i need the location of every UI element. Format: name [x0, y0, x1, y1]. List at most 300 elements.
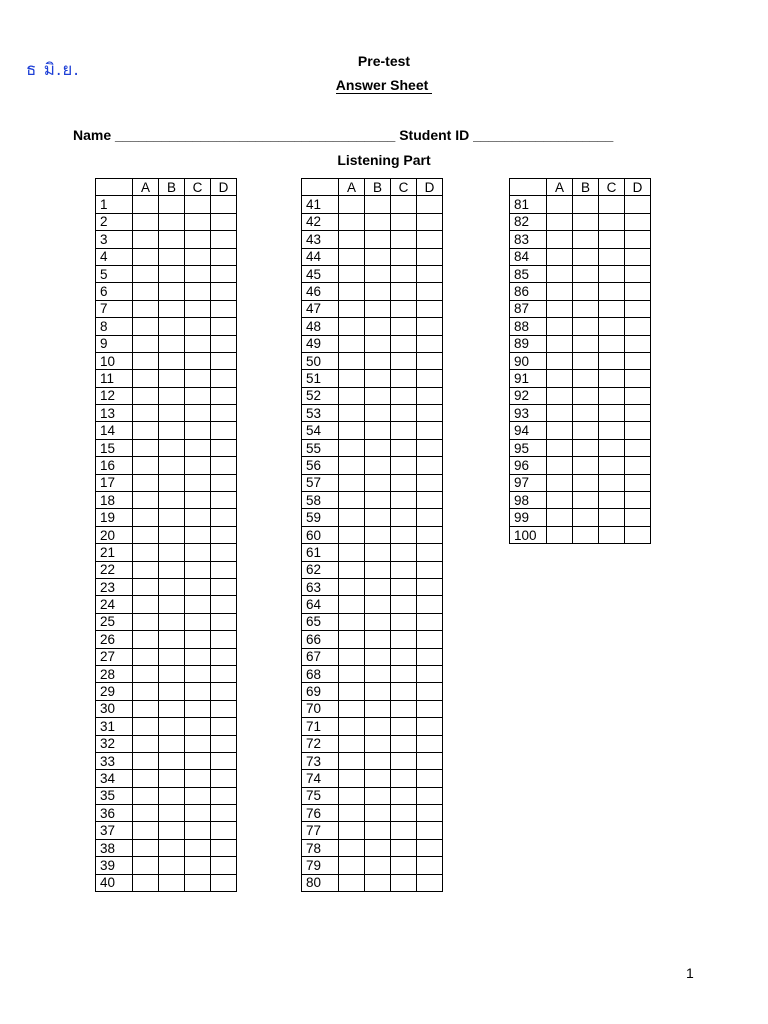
answer-cell-a[interactable] — [547, 248, 573, 265]
answer-cell-b[interactable] — [159, 787, 185, 804]
answer-cell-a[interactable] — [133, 300, 159, 317]
answer-cell-b[interactable] — [573, 439, 599, 456]
answer-cell-d[interactable] — [211, 683, 237, 700]
answer-cell-d[interactable] — [417, 822, 443, 839]
answer-cell-a[interactable] — [547, 370, 573, 387]
answer-cell-b[interactable] — [159, 492, 185, 509]
answer-cell-b[interactable] — [159, 387, 185, 404]
answer-cell-b[interactable] — [159, 457, 185, 474]
answer-cell-b[interactable] — [159, 648, 185, 665]
answer-cell-c[interactable] — [185, 265, 211, 282]
answer-cell-b[interactable] — [573, 387, 599, 404]
answer-cell-b[interactable] — [365, 474, 391, 491]
answer-cell-b[interactable] — [365, 822, 391, 839]
answer-cell-a[interactable] — [547, 439, 573, 456]
answer-cell-a[interactable] — [133, 196, 159, 213]
answer-cell-a[interactable] — [547, 474, 573, 491]
answer-cell-a[interactable] — [133, 352, 159, 369]
answer-cell-c[interactable] — [599, 526, 625, 543]
answer-cell-c[interactable] — [185, 248, 211, 265]
answer-cell-c[interactable] — [185, 318, 211, 335]
answer-cell-d[interactable] — [211, 248, 237, 265]
answer-cell-b[interactable] — [365, 370, 391, 387]
answer-cell-d[interactable] — [211, 265, 237, 282]
answer-cell-b[interactable] — [365, 735, 391, 752]
answer-cell-b[interactable] — [159, 752, 185, 769]
answer-cell-b[interactable] — [365, 596, 391, 613]
answer-cell-d[interactable] — [417, 318, 443, 335]
answer-cell-c[interactable] — [599, 213, 625, 230]
answer-cell-c[interactable] — [185, 370, 211, 387]
answer-cell-a[interactable] — [133, 665, 159, 682]
answer-cell-b[interactable] — [159, 248, 185, 265]
answer-cell-c[interactable] — [599, 231, 625, 248]
answer-cell-c[interactable] — [185, 231, 211, 248]
answer-cell-a[interactable] — [133, 544, 159, 561]
answer-cell-c[interactable] — [391, 787, 417, 804]
answer-cell-d[interactable] — [625, 526, 651, 543]
answer-cell-a[interactable] — [133, 474, 159, 491]
answer-cell-c[interactable] — [391, 631, 417, 648]
answer-cell-d[interactable] — [625, 352, 651, 369]
answer-cell-a[interactable] — [133, 265, 159, 282]
answer-cell-d[interactable] — [211, 578, 237, 595]
answer-cell-a[interactable] — [339, 648, 365, 665]
answer-cell-d[interactable] — [625, 283, 651, 300]
answer-cell-d[interactable] — [417, 248, 443, 265]
answer-cell-c[interactable] — [391, 718, 417, 735]
answer-cell-a[interactable] — [133, 770, 159, 787]
answer-cell-b[interactable] — [365, 352, 391, 369]
answer-cell-b[interactable] — [159, 231, 185, 248]
answer-cell-c[interactable] — [185, 822, 211, 839]
answer-cell-d[interactable] — [625, 196, 651, 213]
answer-cell-a[interactable] — [339, 439, 365, 456]
answer-cell-c[interactable] — [391, 335, 417, 352]
answer-cell-b[interactable] — [365, 648, 391, 665]
answer-cell-a[interactable] — [339, 352, 365, 369]
answer-cell-d[interactable] — [211, 318, 237, 335]
answer-cell-c[interactable] — [391, 578, 417, 595]
answer-cell-c[interactable] — [391, 457, 417, 474]
answer-cell-d[interactable] — [211, 596, 237, 613]
answer-cell-c[interactable] — [599, 318, 625, 335]
answer-cell-d[interactable] — [417, 213, 443, 230]
answer-cell-c[interactable] — [185, 196, 211, 213]
answer-cell-b[interactable] — [159, 631, 185, 648]
answer-cell-c[interactable] — [599, 335, 625, 352]
answer-cell-d[interactable] — [211, 283, 237, 300]
answer-cell-d[interactable] — [417, 265, 443, 282]
answer-cell-b[interactable] — [365, 857, 391, 874]
answer-cell-d[interactable] — [211, 213, 237, 230]
answer-cell-a[interactable] — [339, 665, 365, 682]
answer-cell-a[interactable] — [133, 335, 159, 352]
answer-cell-d[interactable] — [211, 805, 237, 822]
answer-cell-b[interactable] — [365, 283, 391, 300]
answer-cell-a[interactable] — [339, 700, 365, 717]
answer-cell-d[interactable] — [211, 370, 237, 387]
answer-cell-a[interactable] — [547, 387, 573, 404]
answer-cell-a[interactable] — [339, 596, 365, 613]
answer-cell-c[interactable] — [185, 352, 211, 369]
answer-cell-c[interactable] — [185, 300, 211, 317]
answer-cell-c[interactable] — [185, 474, 211, 491]
answer-cell-c[interactable] — [185, 492, 211, 509]
answer-cell-c[interactable] — [599, 457, 625, 474]
answer-cell-b[interactable] — [365, 874, 391, 891]
answer-cell-a[interactable] — [133, 283, 159, 300]
answer-cell-d[interactable] — [625, 213, 651, 230]
answer-cell-d[interactable] — [417, 874, 443, 891]
answer-cell-a[interactable] — [547, 526, 573, 543]
answer-cell-a[interactable] — [547, 509, 573, 526]
answer-cell-d[interactable] — [417, 422, 443, 439]
answer-cell-a[interactable] — [133, 526, 159, 543]
answer-cell-d[interactable] — [625, 265, 651, 282]
answer-cell-d[interactable] — [625, 492, 651, 509]
answer-cell-a[interactable] — [339, 787, 365, 804]
answer-cell-a[interactable] — [133, 700, 159, 717]
answer-cell-c[interactable] — [391, 596, 417, 613]
answer-cell-d[interactable] — [211, 665, 237, 682]
answer-cell-b[interactable] — [573, 300, 599, 317]
answer-cell-b[interactable] — [159, 405, 185, 422]
answer-cell-b[interactable] — [573, 509, 599, 526]
answer-cell-a[interactable] — [547, 335, 573, 352]
answer-cell-d[interactable] — [417, 718, 443, 735]
answer-cell-b[interactable] — [573, 474, 599, 491]
answer-cell-b[interactable] — [573, 196, 599, 213]
answer-cell-c[interactable] — [391, 405, 417, 422]
answer-cell-d[interactable] — [625, 387, 651, 404]
answer-cell-b[interactable] — [365, 665, 391, 682]
answer-cell-c[interactable] — [391, 265, 417, 282]
answer-cell-d[interactable] — [211, 648, 237, 665]
answer-cell-c[interactable] — [185, 683, 211, 700]
answer-cell-d[interactable] — [417, 735, 443, 752]
answer-cell-b[interactable] — [159, 422, 185, 439]
answer-cell-c[interactable] — [391, 700, 417, 717]
answer-cell-b[interactable] — [159, 700, 185, 717]
answer-cell-a[interactable] — [339, 613, 365, 630]
answer-cell-d[interactable] — [417, 231, 443, 248]
answer-cell-c[interactable] — [185, 544, 211, 561]
answer-cell-b[interactable] — [365, 248, 391, 265]
answer-cell-c[interactable] — [391, 370, 417, 387]
answer-cell-c[interactable] — [185, 439, 211, 456]
answer-cell-b[interactable] — [365, 700, 391, 717]
answer-cell-a[interactable] — [133, 752, 159, 769]
answer-cell-d[interactable] — [417, 839, 443, 856]
answer-cell-c[interactable] — [391, 439, 417, 456]
answer-cell-c[interactable] — [185, 422, 211, 439]
answer-cell-b[interactable] — [365, 439, 391, 456]
answer-cell-d[interactable] — [417, 613, 443, 630]
answer-cell-d[interactable] — [417, 335, 443, 352]
answer-cell-b[interactable] — [573, 370, 599, 387]
answer-cell-a[interactable] — [339, 631, 365, 648]
answer-cell-b[interactable] — [365, 770, 391, 787]
answer-cell-b[interactable] — [573, 422, 599, 439]
answer-cell-b[interactable] — [159, 561, 185, 578]
answer-cell-c[interactable] — [185, 509, 211, 526]
answer-cell-c[interactable] — [391, 683, 417, 700]
answer-cell-c[interactable] — [185, 613, 211, 630]
answer-cell-c[interactable] — [599, 387, 625, 404]
answer-cell-d[interactable] — [417, 631, 443, 648]
answer-cell-b[interactable] — [159, 596, 185, 613]
answer-cell-b[interactable] — [365, 335, 391, 352]
answer-cell-b[interactable] — [365, 526, 391, 543]
answer-cell-a[interactable] — [547, 265, 573, 282]
answer-cell-d[interactable] — [211, 231, 237, 248]
answer-cell-b[interactable] — [159, 857, 185, 874]
answer-cell-d[interactable] — [211, 874, 237, 891]
answer-cell-c[interactable] — [391, 231, 417, 248]
answer-cell-c[interactable] — [185, 787, 211, 804]
answer-cell-a[interactable] — [133, 787, 159, 804]
answer-cell-a[interactable] — [547, 231, 573, 248]
answer-cell-b[interactable] — [365, 805, 391, 822]
answer-cell-d[interactable] — [417, 352, 443, 369]
answer-cell-b[interactable] — [159, 874, 185, 891]
answer-cell-a[interactable] — [339, 196, 365, 213]
answer-cell-a[interactable] — [339, 370, 365, 387]
answer-cell-a[interactable] — [133, 648, 159, 665]
answer-cell-d[interactable] — [625, 300, 651, 317]
answer-cell-c[interactable] — [391, 561, 417, 578]
answer-cell-b[interactable] — [159, 318, 185, 335]
answer-cell-d[interactable] — [417, 439, 443, 456]
answer-cell-a[interactable] — [133, 231, 159, 248]
answer-cell-d[interactable] — [625, 370, 651, 387]
answer-cell-c[interactable] — [185, 857, 211, 874]
answer-cell-b[interactable] — [365, 752, 391, 769]
answer-cell-d[interactable] — [417, 561, 443, 578]
answer-cell-d[interactable] — [211, 839, 237, 856]
answer-cell-b[interactable] — [365, 631, 391, 648]
answer-cell-b[interactable] — [365, 544, 391, 561]
answer-cell-b[interactable] — [365, 318, 391, 335]
answer-cell-c[interactable] — [391, 300, 417, 317]
answer-cell-a[interactable] — [339, 544, 365, 561]
answer-cell-b[interactable] — [159, 300, 185, 317]
answer-cell-c[interactable] — [599, 422, 625, 439]
answer-cell-d[interactable] — [625, 457, 651, 474]
answer-cell-c[interactable] — [599, 370, 625, 387]
answer-cell-c[interactable] — [599, 265, 625, 282]
answer-cell-d[interactable] — [417, 544, 443, 561]
answer-cell-b[interactable] — [159, 526, 185, 543]
answer-cell-a[interactable] — [339, 283, 365, 300]
answer-cell-b[interactable] — [573, 526, 599, 543]
answer-cell-a[interactable] — [339, 509, 365, 526]
answer-cell-b[interactable] — [159, 578, 185, 595]
answer-cell-c[interactable] — [391, 509, 417, 526]
answer-cell-a[interactable] — [339, 822, 365, 839]
answer-cell-d[interactable] — [211, 700, 237, 717]
answer-cell-a[interactable] — [133, 387, 159, 404]
answer-cell-c[interactable] — [185, 526, 211, 543]
answer-cell-a[interactable] — [133, 561, 159, 578]
answer-cell-a[interactable] — [133, 613, 159, 630]
answer-cell-c[interactable] — [599, 352, 625, 369]
answer-cell-d[interactable] — [211, 735, 237, 752]
answer-cell-d[interactable] — [211, 387, 237, 404]
answer-cell-a[interactable] — [339, 405, 365, 422]
answer-cell-b[interactable] — [365, 839, 391, 856]
answer-cell-d[interactable] — [417, 752, 443, 769]
answer-cell-a[interactable] — [339, 265, 365, 282]
answer-cell-d[interactable] — [625, 405, 651, 422]
answer-cell-a[interactable] — [339, 387, 365, 404]
answer-cell-c[interactable] — [185, 596, 211, 613]
answer-cell-a[interactable] — [133, 422, 159, 439]
answer-cell-b[interactable] — [573, 405, 599, 422]
answer-cell-a[interactable] — [133, 578, 159, 595]
answer-cell-b[interactable] — [159, 805, 185, 822]
answer-cell-d[interactable] — [625, 231, 651, 248]
answer-cell-b[interactable] — [159, 335, 185, 352]
answer-cell-d[interactable] — [417, 596, 443, 613]
answer-cell-c[interactable] — [391, 474, 417, 491]
answer-cell-d[interactable] — [417, 457, 443, 474]
answer-cell-b[interactable] — [365, 300, 391, 317]
answer-cell-d[interactable] — [417, 474, 443, 491]
answer-cell-d[interactable] — [417, 683, 443, 700]
answer-cell-c[interactable] — [391, 526, 417, 543]
answer-cell-b[interactable] — [159, 352, 185, 369]
answer-cell-c[interactable] — [391, 318, 417, 335]
answer-cell-a[interactable] — [133, 857, 159, 874]
answer-cell-d[interactable] — [211, 352, 237, 369]
answer-cell-b[interactable] — [159, 683, 185, 700]
answer-cell-d[interactable] — [211, 561, 237, 578]
answer-cell-a[interactable] — [133, 213, 159, 230]
answer-cell-d[interactable] — [417, 787, 443, 804]
answer-cell-c[interactable] — [391, 839, 417, 856]
answer-cell-d[interactable] — [625, 474, 651, 491]
answer-cell-b[interactable] — [365, 787, 391, 804]
answer-cell-d[interactable] — [211, 439, 237, 456]
answer-cell-d[interactable] — [625, 439, 651, 456]
answer-cell-d[interactable] — [417, 509, 443, 526]
answer-cell-a[interactable] — [547, 300, 573, 317]
answer-cell-d[interactable] — [417, 665, 443, 682]
answer-cell-d[interactable] — [417, 196, 443, 213]
answer-cell-c[interactable] — [599, 300, 625, 317]
answer-cell-a[interactable] — [339, 422, 365, 439]
answer-cell-d[interactable] — [211, 631, 237, 648]
answer-cell-c[interactable] — [185, 631, 211, 648]
answer-cell-d[interactable] — [211, 509, 237, 526]
answer-cell-b[interactable] — [365, 578, 391, 595]
answer-cell-b[interactable] — [159, 839, 185, 856]
answer-cell-c[interactable] — [391, 213, 417, 230]
answer-cell-a[interactable] — [547, 352, 573, 369]
answer-cell-a[interactable] — [133, 839, 159, 856]
answer-cell-c[interactable] — [185, 839, 211, 856]
answer-cell-c[interactable] — [391, 857, 417, 874]
answer-cell-b[interactable] — [573, 492, 599, 509]
answer-cell-a[interactable] — [547, 196, 573, 213]
answer-cell-d[interactable] — [625, 318, 651, 335]
answer-cell-a[interactable] — [339, 770, 365, 787]
answer-cell-d[interactable] — [625, 248, 651, 265]
answer-cell-b[interactable] — [573, 213, 599, 230]
answer-cell-c[interactable] — [185, 700, 211, 717]
answer-cell-c[interactable] — [391, 770, 417, 787]
answer-cell-c[interactable] — [599, 509, 625, 526]
answer-cell-b[interactable] — [159, 822, 185, 839]
answer-cell-d[interactable] — [211, 474, 237, 491]
answer-cell-a[interactable] — [133, 457, 159, 474]
answer-cell-c[interactable] — [185, 874, 211, 891]
answer-cell-d[interactable] — [417, 370, 443, 387]
answer-cell-c[interactable] — [599, 474, 625, 491]
answer-cell-c[interactable] — [599, 248, 625, 265]
answer-cell-c[interactable] — [185, 405, 211, 422]
answer-cell-c[interactable] — [391, 874, 417, 891]
answer-cell-a[interactable] — [547, 492, 573, 509]
answer-cell-b[interactable] — [365, 405, 391, 422]
answer-cell-d[interactable] — [625, 422, 651, 439]
answer-cell-a[interactable] — [339, 683, 365, 700]
answer-cell-b[interactable] — [573, 457, 599, 474]
answer-cell-c[interactable] — [391, 352, 417, 369]
answer-cell-c[interactable] — [391, 805, 417, 822]
answer-cell-c[interactable] — [391, 387, 417, 404]
answer-cell-d[interactable] — [417, 770, 443, 787]
answer-cell-a[interactable] — [133, 822, 159, 839]
answer-cell-a[interactable] — [133, 874, 159, 891]
answer-cell-a[interactable] — [547, 422, 573, 439]
answer-cell-d[interactable] — [417, 526, 443, 543]
answer-cell-c[interactable] — [185, 578, 211, 595]
answer-cell-a[interactable] — [133, 248, 159, 265]
answer-cell-b[interactable] — [573, 318, 599, 335]
answer-cell-d[interactable] — [417, 648, 443, 665]
answer-cell-a[interactable] — [339, 335, 365, 352]
answer-cell-a[interactable] — [133, 405, 159, 422]
answer-cell-a[interactable] — [339, 231, 365, 248]
answer-cell-d[interactable] — [417, 283, 443, 300]
answer-cell-b[interactable] — [159, 509, 185, 526]
answer-cell-b[interactable] — [365, 718, 391, 735]
answer-cell-a[interactable] — [547, 457, 573, 474]
answer-cell-d[interactable] — [417, 492, 443, 509]
answer-cell-a[interactable] — [133, 683, 159, 700]
answer-cell-d[interactable] — [211, 422, 237, 439]
answer-cell-b[interactable] — [573, 248, 599, 265]
answer-cell-c[interactable] — [599, 439, 625, 456]
answer-cell-c[interactable] — [185, 805, 211, 822]
answer-cell-c[interactable] — [185, 387, 211, 404]
answer-cell-a[interactable] — [339, 318, 365, 335]
answer-cell-c[interactable] — [185, 648, 211, 665]
answer-cell-c[interactable] — [391, 248, 417, 265]
answer-cell-c[interactable] — [599, 492, 625, 509]
answer-cell-c[interactable] — [391, 735, 417, 752]
answer-cell-b[interactable] — [365, 457, 391, 474]
answer-cell-c[interactable] — [599, 283, 625, 300]
answer-cell-d[interactable] — [211, 492, 237, 509]
answer-cell-a[interactable] — [133, 735, 159, 752]
answer-cell-a[interactable] — [339, 300, 365, 317]
answer-cell-c[interactable] — [391, 544, 417, 561]
answer-cell-d[interactable] — [625, 335, 651, 352]
